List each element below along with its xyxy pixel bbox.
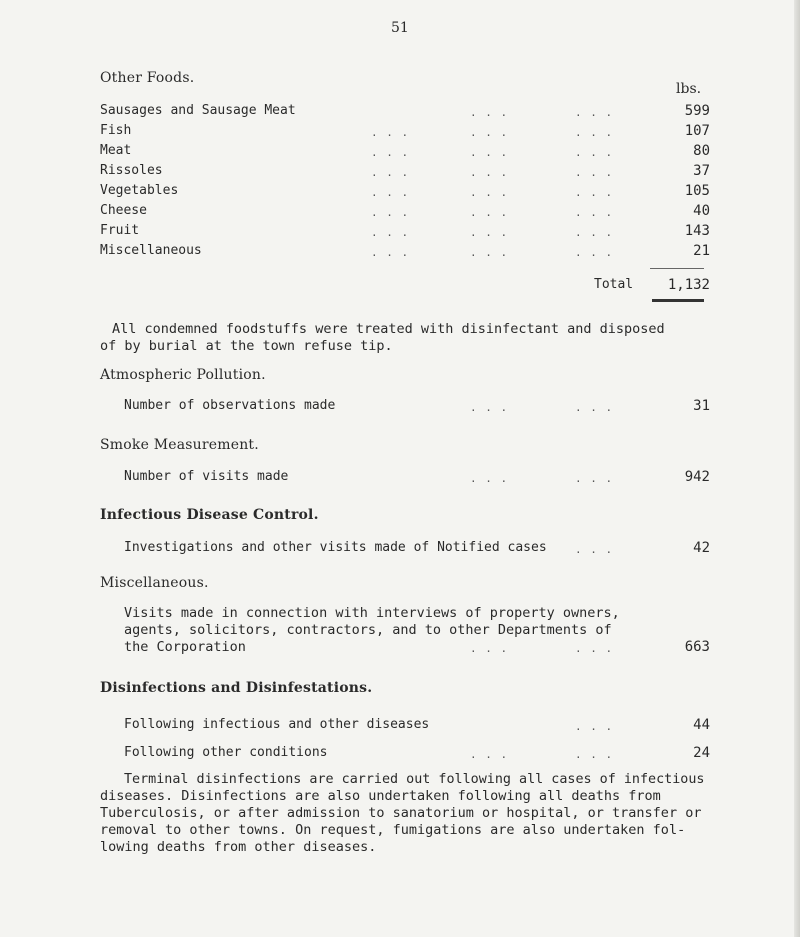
smoke-visits-value: 942 xyxy=(684,469,710,485)
leader-dots: . . . xyxy=(575,472,614,485)
disinfection-para-line3: Tuberculosis, or after admission to sanatorium or hospital, or transfer or xyxy=(100,805,702,821)
smoke-visits-label: Number of visits made xyxy=(124,469,289,484)
leader-dots: . . . xyxy=(470,246,509,259)
observations-value: 31 xyxy=(693,398,710,414)
disinfections-heading: Disinfections and Disinfestations. xyxy=(100,680,373,696)
row-value: 80 xyxy=(693,143,710,159)
row-value: 21 xyxy=(693,243,710,259)
row-label: Fruit xyxy=(100,223,140,238)
leader-dots: . . . xyxy=(371,206,410,219)
misc-line1: Visits made in connection with interviews of property owners, xyxy=(124,605,620,621)
leader-dots: . . . xyxy=(470,401,509,414)
row-value: 143 xyxy=(684,223,710,239)
total-rule-top xyxy=(650,268,704,269)
leader-dots: . . . xyxy=(371,186,410,199)
other-conditions-label: Following other conditions xyxy=(124,745,328,760)
infectious-diseases-label: Following infectious and other diseases xyxy=(124,717,430,732)
row-label: Miscellaneous xyxy=(100,243,202,258)
leader-dots: . . . xyxy=(470,186,509,199)
leader-dots: . . . xyxy=(470,748,509,761)
leader-dots: . . . xyxy=(575,206,614,219)
leader-dots: . . . xyxy=(575,106,614,119)
leader-dots: . . . xyxy=(470,226,509,239)
unit-label: lbs. xyxy=(676,81,702,97)
disposal-note-line2: of by burial at the town refuse tip. xyxy=(100,338,393,354)
leader-dots: . . . xyxy=(371,146,410,159)
misc-value: 663 xyxy=(684,639,710,655)
row-label: Rissoles xyxy=(100,163,163,178)
leader-dots: . . . xyxy=(575,720,614,733)
atmospheric-heading: Atmospheric Pollution. xyxy=(100,367,266,383)
row-label: Sausages and Sausage Meat xyxy=(100,103,296,118)
other-conditions-value: 24 xyxy=(693,745,710,761)
leader-dots: . . . xyxy=(575,226,614,239)
leader-dots: . . . xyxy=(575,246,614,259)
row-value: 599 xyxy=(684,103,710,119)
row-value: 40 xyxy=(693,203,710,219)
leader-dots: . . . xyxy=(470,166,509,179)
row-value: 107 xyxy=(684,123,710,139)
total-label: Total xyxy=(594,277,634,292)
row-label: Cheese xyxy=(100,203,147,218)
leader-dots: . . . xyxy=(575,126,614,139)
leader-dots: . . . xyxy=(575,642,614,655)
row-label: Meat xyxy=(100,143,132,158)
disposal-note-line1: All condemned foodstuffs were treated with disinfectant and disposed xyxy=(112,321,665,337)
leader-dots: . . . xyxy=(470,642,509,655)
leader-dots: . . . xyxy=(575,543,614,556)
total-double-rule xyxy=(652,299,704,302)
leader-dots: . . . xyxy=(470,472,509,485)
leader-dots: . . . xyxy=(371,246,410,259)
misc-line3: the Corporation xyxy=(124,639,246,655)
smoke-heading: Smoke Measurement. xyxy=(100,437,259,453)
other-foods-heading: Other Foods. xyxy=(100,70,195,86)
infectious-diseases-value: 44 xyxy=(693,717,710,733)
leader-dots: . . . xyxy=(575,166,614,179)
disinfection-para-line4: removal to other towns. On request, fumigations are also undertaken fol- xyxy=(100,822,686,838)
disinfection-para-line2: diseases. Disinfections are also undertaken following all deaths from xyxy=(100,788,661,804)
page-edge-shadow xyxy=(794,0,800,937)
disinfection-para-line5: lowing deaths from other diseases. xyxy=(100,839,377,855)
total-value: 1,132 xyxy=(667,277,710,293)
leader-dots: . . . xyxy=(470,106,509,119)
page-number: 51 xyxy=(391,20,409,36)
leader-dots: . . . xyxy=(575,401,614,414)
leader-dots: . . . xyxy=(371,166,410,179)
disinfection-para-line1: Terminal disinfections are carried out following all cases of infectious xyxy=(124,772,705,787)
leader-dots: . . . xyxy=(470,206,509,219)
infectious-heading: Infectious Disease Control. xyxy=(100,507,319,523)
row-value: 105 xyxy=(684,183,710,199)
leader-dots: . . . xyxy=(371,126,410,139)
leader-dots: . . . xyxy=(575,748,614,761)
leader-dots: . . . xyxy=(470,126,509,139)
misc-line2: agents, solicitors, contractors, and to other Departments of xyxy=(124,622,612,638)
row-label: Vegetables xyxy=(100,183,179,198)
investigations-value: 42 xyxy=(693,540,710,556)
row-value: 37 xyxy=(693,163,710,179)
investigations-label: Investigations and other visits made of Notified cases xyxy=(124,540,547,555)
leader-dots: . . . xyxy=(470,146,509,159)
leader-dots: . . . xyxy=(371,226,410,239)
miscellaneous-heading: Miscellaneous. xyxy=(100,575,209,591)
leader-dots: . . . xyxy=(575,146,614,159)
leader-dots: . . . xyxy=(575,186,614,199)
observations-label: Number of observations made xyxy=(124,398,336,413)
row-label: Fish xyxy=(100,123,132,138)
